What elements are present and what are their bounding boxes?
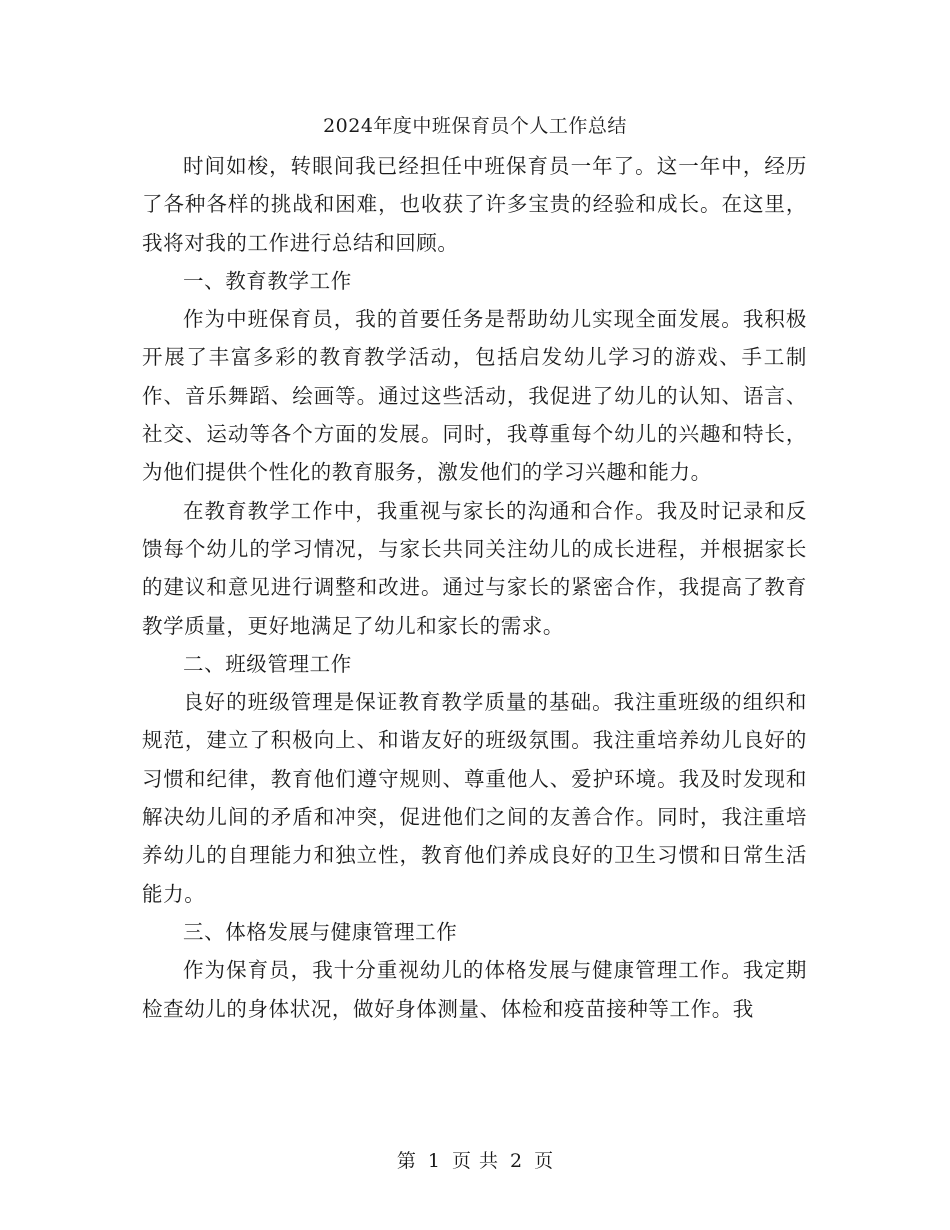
section-heading-teaching: 一、教育教学工作 (183, 268, 352, 293)
footer-current-page: 1 (427, 1150, 440, 1172)
page-footer (0, 1146, 950, 1176)
footer-total-pages: 2 (510, 1150, 523, 1172)
section-heading-health: 三、体格发展与健康管理工作 (183, 919, 458, 944)
footer-prefix: 第 (396, 1150, 416, 1172)
document-title: 2024年度中班保育员个人工作总结 (323, 115, 627, 137)
paragraph-health: 作为保育员，我十分重视幼儿的体格发展与健康管理工作。我定期检查幼儿的身体状况，做好身体测量、体检和疫苗接种等工作。我 (142, 958, 807, 1021)
paragraph-intro: 时间如梭，转眼间我已经担任中班保育员一年了。这一年中，经历了各种各样的挑战和困难，也收获了许多宝贵的经验和成长。在这里，我将对我的工作进行总结和回顾。 (142, 154, 807, 255)
paragraph-teaching: 作为中班保育员，我的首要任务是帮助幼儿实现全面发展。我积极开展了丰富多彩的教育教学活动，包括启发幼儿学习的游戏、手工制作、音乐舞蹈、绘画等。通过这些活动，我促进了幼儿的认知、语言、社交、运动等各个方面的发展。同时，我尊重每个幼儿的兴趣和特长，为他们提供个性化的教育服务，激发他们的学习兴趣和能力。 (142, 307, 807, 485)
footer-middle: 页 共 (451, 1150, 499, 1172)
paragraph-parents: 在教育教学工作中，我重视与家长的沟通和合作。我及时记录和反馈每个幼儿的学习情况，与家长共同关注幼儿的成长进程，并根据家长的建议和意见进行调整和改进。通过与家长的紧密合作，我提高了教育教学质量，更好地满足了幼儿和家长的需求。 (142, 498, 807, 638)
paragraph-class-management: 良好的班级管理是保证教育教学质量的基础。我注重班级的组织和规范，建立了积极向上、和谐友好的班级氛围。我注重培养幼儿良好的习惯和纪律，教育他们遵守规则、尊重他人、爱护环境。我及时发现和解决幼儿间的矛盾和冲突，促进他们之间的友善合作。同时，我注重培养幼儿的自理能力和独立性，教育他们养成良好的卫生习惯和日常生活能力。 (142, 690, 807, 906)
footer-suffix: 页 (534, 1150, 554, 1172)
document-body (142, 147, 807, 1028)
section-heading-class-management: 二、班级管理工作 (183, 651, 352, 676)
